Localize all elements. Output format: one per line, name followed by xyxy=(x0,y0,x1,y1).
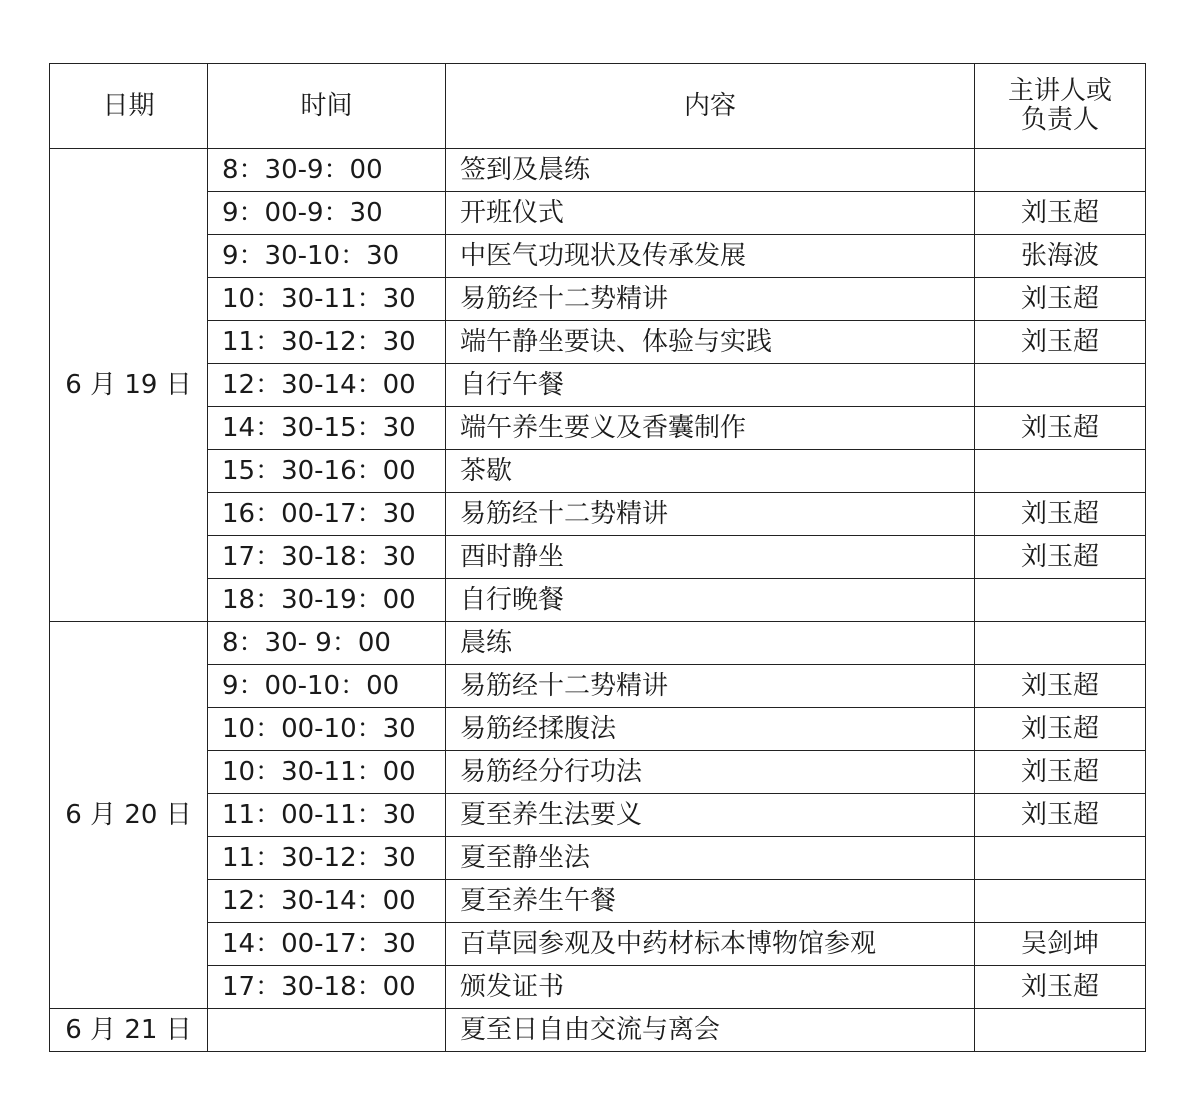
table-row xyxy=(50,665,1146,708)
content-cell: 夏至养生午餐 xyxy=(446,880,975,923)
table-row xyxy=(50,923,1146,966)
table-row xyxy=(50,235,1146,278)
time-cell xyxy=(208,1009,446,1052)
date-cell: 6 月 20 日 xyxy=(50,622,208,1009)
speaker-cell xyxy=(975,450,1146,493)
date-cell: 6 月 21 日 xyxy=(50,1009,208,1052)
content-cell: 自行午餐 xyxy=(446,364,975,407)
time-cell: 10：30-11：00 xyxy=(208,751,446,794)
time-cell: 9：30-10：30 xyxy=(208,235,446,278)
time-cell: 12：30-14：00 xyxy=(208,880,446,923)
speaker-cell: 刘玉超 xyxy=(975,794,1146,837)
table-row xyxy=(50,579,1146,622)
content-cell: 颁发证书 xyxy=(446,966,975,1009)
time-cell: 14：00-17：30 xyxy=(208,923,446,966)
time-cell: 10：30-11：30 xyxy=(208,278,446,321)
table-row xyxy=(50,794,1146,837)
content-cell: 签到及晨练 xyxy=(446,149,975,192)
table-row xyxy=(50,622,1146,665)
table-row xyxy=(50,278,1146,321)
header-time: 时间 xyxy=(208,64,446,149)
speaker-cell: 刘玉超 xyxy=(975,751,1146,794)
header-date: 日期 xyxy=(50,64,208,149)
table-row xyxy=(50,450,1146,493)
speaker-cell: 刘玉超 xyxy=(975,493,1146,536)
header-content: 内容 xyxy=(446,64,975,149)
content-cell: 易筋经分行功法 xyxy=(446,751,975,794)
speaker-cell: 刘玉超 xyxy=(975,966,1146,1009)
time-cell: 9：00-9：30 xyxy=(208,192,446,235)
time-cell: 9：00-10：00 xyxy=(208,665,446,708)
content-cell: 易筋经十二势精讲 xyxy=(446,493,975,536)
content-cell: 酉时静坐 xyxy=(446,536,975,579)
time-cell: 17：30-18：30 xyxy=(208,536,446,579)
content-cell: 自行晚餐 xyxy=(446,579,975,622)
table-row xyxy=(50,966,1146,1009)
time-cell: 11：00-11：30 xyxy=(208,794,446,837)
speaker-cell xyxy=(975,579,1146,622)
time-cell: 17：30-18：00 xyxy=(208,966,446,1009)
content-cell: 开班仪式 xyxy=(446,192,975,235)
content-cell: 茶歇 xyxy=(446,450,975,493)
speaker-cell: 吴剑坤 xyxy=(975,923,1146,966)
table-row xyxy=(50,407,1146,450)
speaker-cell: 刘玉超 xyxy=(975,407,1146,450)
table-row xyxy=(50,880,1146,923)
table-row xyxy=(50,837,1146,880)
table-row xyxy=(50,708,1146,751)
content-cell: 端午静坐要诀、体验与实践 xyxy=(446,321,975,364)
table-row xyxy=(50,1009,1146,1052)
table-row xyxy=(50,149,1146,192)
speaker-cell xyxy=(975,149,1146,192)
speaker-cell: 刘玉超 xyxy=(975,665,1146,708)
time-cell: 12：30-14：00 xyxy=(208,364,446,407)
content-cell: 夏至静坐法 xyxy=(446,837,975,880)
speaker-cell: 刘玉超 xyxy=(975,278,1146,321)
header-speaker xyxy=(975,64,1146,149)
time-cell: 14：30-15：30 xyxy=(208,407,446,450)
content-cell: 易筋经十二势精讲 xyxy=(446,278,975,321)
header-speaker-line1: 主讲人或 xyxy=(1007,76,1112,107)
content-cell: 百草园参观及中药材标本博物馆参观 xyxy=(446,923,975,966)
content-cell: 晨练 xyxy=(446,622,975,665)
speaker-cell: 刘玉超 xyxy=(975,192,1146,235)
time-cell: 8：30- 9：00 xyxy=(208,622,446,665)
speaker-cell: 刘玉超 xyxy=(975,321,1146,364)
content-cell: 端午养生要义及香囊制作 xyxy=(446,407,975,450)
content-cell: 夏至日自由交流与离会 xyxy=(446,1009,975,1052)
time-cell: 15：30-16：00 xyxy=(208,450,446,493)
speaker-cell xyxy=(975,1009,1146,1052)
table-row xyxy=(50,493,1146,536)
schedule-body xyxy=(50,149,1146,1052)
time-cell: 10：00-10：30 xyxy=(208,708,446,751)
table-row xyxy=(50,364,1146,407)
time-cell: 8：30-9：00 xyxy=(208,149,446,192)
speaker-cell xyxy=(975,880,1146,923)
time-cell: 11：30-12：30 xyxy=(208,321,446,364)
speaker-cell xyxy=(975,622,1146,665)
speaker-cell xyxy=(975,364,1146,407)
speaker-cell xyxy=(975,837,1146,880)
speaker-cell: 张海波 xyxy=(975,235,1146,278)
header-speaker-line2: 负责人 xyxy=(1020,105,1099,135)
date-cell: 6 月 19 日 xyxy=(50,149,208,622)
time-cell: 16：00-17：30 xyxy=(208,493,446,536)
table-row xyxy=(50,192,1146,235)
speaker-cell: 刘玉超 xyxy=(975,708,1146,751)
speaker-cell: 刘玉超 xyxy=(975,536,1146,579)
header-row xyxy=(50,64,1146,149)
content-cell: 易筋经揉腹法 xyxy=(446,708,975,751)
time-cell: 18：30-19：00 xyxy=(208,579,446,622)
content-cell: 易筋经十二势精讲 xyxy=(446,665,975,708)
content-cell: 夏至养生法要义 xyxy=(446,794,975,837)
schedule-table xyxy=(49,63,1146,1052)
table-row xyxy=(50,536,1146,579)
time-cell: 11：30-12：30 xyxy=(208,837,446,880)
table-row xyxy=(50,321,1146,364)
table-row xyxy=(50,751,1146,794)
content-cell: 中医气功现状及传承发展 xyxy=(446,235,975,278)
